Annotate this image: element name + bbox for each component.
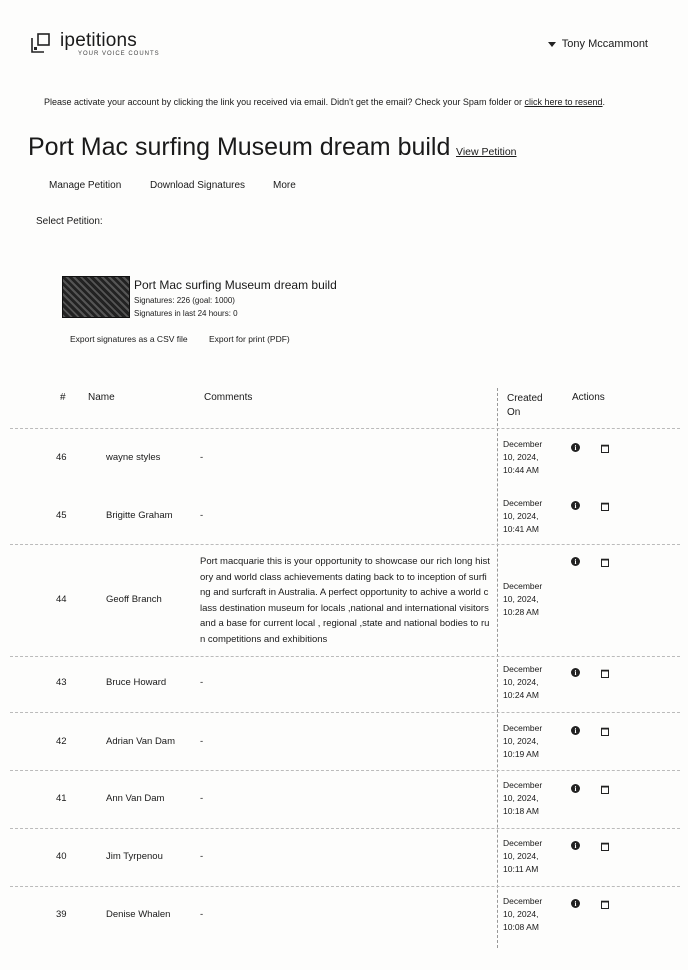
signer-comment: - [200, 510, 204, 521]
created-date: December 10, 2024, 10:11 AM [503, 838, 543, 874]
row-number: 42 [56, 736, 67, 747]
column-divider [497, 388, 498, 948]
row-number: 39 [56, 909, 67, 920]
delete-icon[interactable] [601, 900, 609, 909]
row-number: 43 [56, 677, 67, 688]
signer-comment: - [200, 793, 204, 804]
tab-manage-petition[interactable]: Manage Petition [49, 180, 122, 191]
notice-end: . [602, 97, 606, 107]
export-pdf-link[interactable]: Export for print (PDF) [209, 334, 290, 344]
col-header-name[interactable]: Name [88, 392, 115, 403]
user-name: Tony Mccammont [561, 38, 648, 50]
row-number: 45 [56, 510, 67, 521]
signer-comment: - [200, 452, 204, 463]
delete-icon[interactable] [601, 558, 609, 567]
activation-notice [44, 97, 605, 107]
delete-icon[interactable] [601, 785, 609, 794]
created-date: December 10, 2024, 10:19 AM [503, 723, 543, 759]
signer-name: Geoff Branch [106, 594, 162, 605]
resend-link[interactable]: click here to resend [524, 97, 603, 107]
created-date: December 10, 2024, 10:18 AM [503, 780, 543, 816]
info-icon[interactable]: i [571, 501, 580, 510]
col-header-num: # [60, 392, 66, 403]
row-divider [10, 712, 680, 713]
petition-thumbnail[interactable] [62, 276, 130, 318]
signature-count: Signatures: 226 (goal: 1000) [134, 296, 235, 305]
row-number: 40 [56, 851, 67, 862]
signer-name: Denise Whalen [106, 909, 171, 920]
row-number: 41 [56, 793, 67, 804]
created-date: December 10, 2024, 10:44 AM [503, 439, 543, 475]
signer-name: Jim Tyrpenou [106, 851, 163, 862]
signer-name: Bruce Howard [106, 677, 167, 688]
view-petition-link[interactable]: View Petition [456, 146, 517, 158]
info-icon[interactable]: i [571, 784, 580, 793]
card-meta [134, 294, 238, 320]
logo-text[interactable]: ipetitions [60, 30, 137, 51]
info-icon[interactable]: i [571, 557, 580, 566]
col-header-created[interactable]: Created On [507, 393, 543, 418]
signer-name: Adrian Van Dam [106, 736, 175, 747]
tab-more[interactable]: More [273, 180, 296, 191]
caret-down-icon [548, 42, 556, 47]
row-divider [10, 428, 680, 429]
signer-comment: - [200, 909, 204, 920]
delete-icon[interactable] [601, 502, 609, 511]
delete-icon[interactable] [601, 727, 609, 736]
row-divider [10, 544, 680, 545]
card-title[interactable]: Port Mac surfing Museum dream build [134, 278, 337, 292]
signatures-last-24h: Signatures in last 24 hours: 0 [134, 309, 238, 318]
created-date: December 10, 2024, 10:28 AM [503, 581, 543, 617]
info-icon[interactable]: i [571, 443, 580, 452]
info-icon[interactable]: i [571, 841, 580, 850]
info-icon[interactable]: i [571, 899, 580, 908]
info-icon[interactable]: i [571, 726, 580, 735]
row-divider [10, 828, 680, 829]
info-icon[interactable]: i [571, 668, 580, 677]
delete-icon[interactable] [601, 444, 609, 453]
col-header-actions: Actions [572, 392, 605, 403]
signer-name: Ann Van Dam [106, 793, 165, 804]
page-title: Port Mac surfing Museum dream build [28, 133, 451, 161]
signer-comment: - [200, 851, 204, 862]
signer-comment: - [200, 677, 204, 688]
select-petition-label: Select Petition: [36, 216, 103, 227]
created-date: December 10, 2024, 10:41 AM [503, 498, 543, 534]
logo-icon [30, 32, 52, 54]
col-header-comments: Comments [204, 392, 253, 403]
row-number: 44 [56, 594, 67, 605]
export-csv-link[interactable]: Export signatures as a CSV file [70, 334, 188, 344]
signer-comment: - [200, 736, 204, 747]
user-menu[interactable] [548, 38, 648, 50]
delete-icon[interactable] [601, 842, 609, 851]
signer-comment: Port macquarie this is your opportunity to showcase our rich long history and world class achievements dating back to to inception of surfing and surfcraft in Australia. A perfect opportunity to achive a world class destination museum for locals ,national and international visitors and a base for current local , regional ,state and national bodies to run competitions and exhibitions [200, 556, 490, 645]
tab-download-signatures[interactable]: Download Signatures [150, 180, 246, 191]
row-divider [10, 886, 680, 887]
created-date: December 10, 2024, 10:08 AM [503, 896, 543, 932]
signer-name: wayne styles [106, 452, 161, 463]
delete-icon[interactable] [601, 669, 609, 678]
row-number: 46 [56, 452, 67, 463]
notice-text: Please activate your account by clicking the link you received via email. Didn't get the email? Check your Spam folder or [44, 97, 525, 107]
logo-tagline: YOUR VOICE COUNTS [78, 51, 160, 57]
created-date: December 10, 2024, 10:24 AM [503, 664, 543, 700]
row-divider [10, 770, 680, 771]
row-divider [10, 656, 680, 657]
signer-name: Brigitte Graham [106, 510, 173, 521]
